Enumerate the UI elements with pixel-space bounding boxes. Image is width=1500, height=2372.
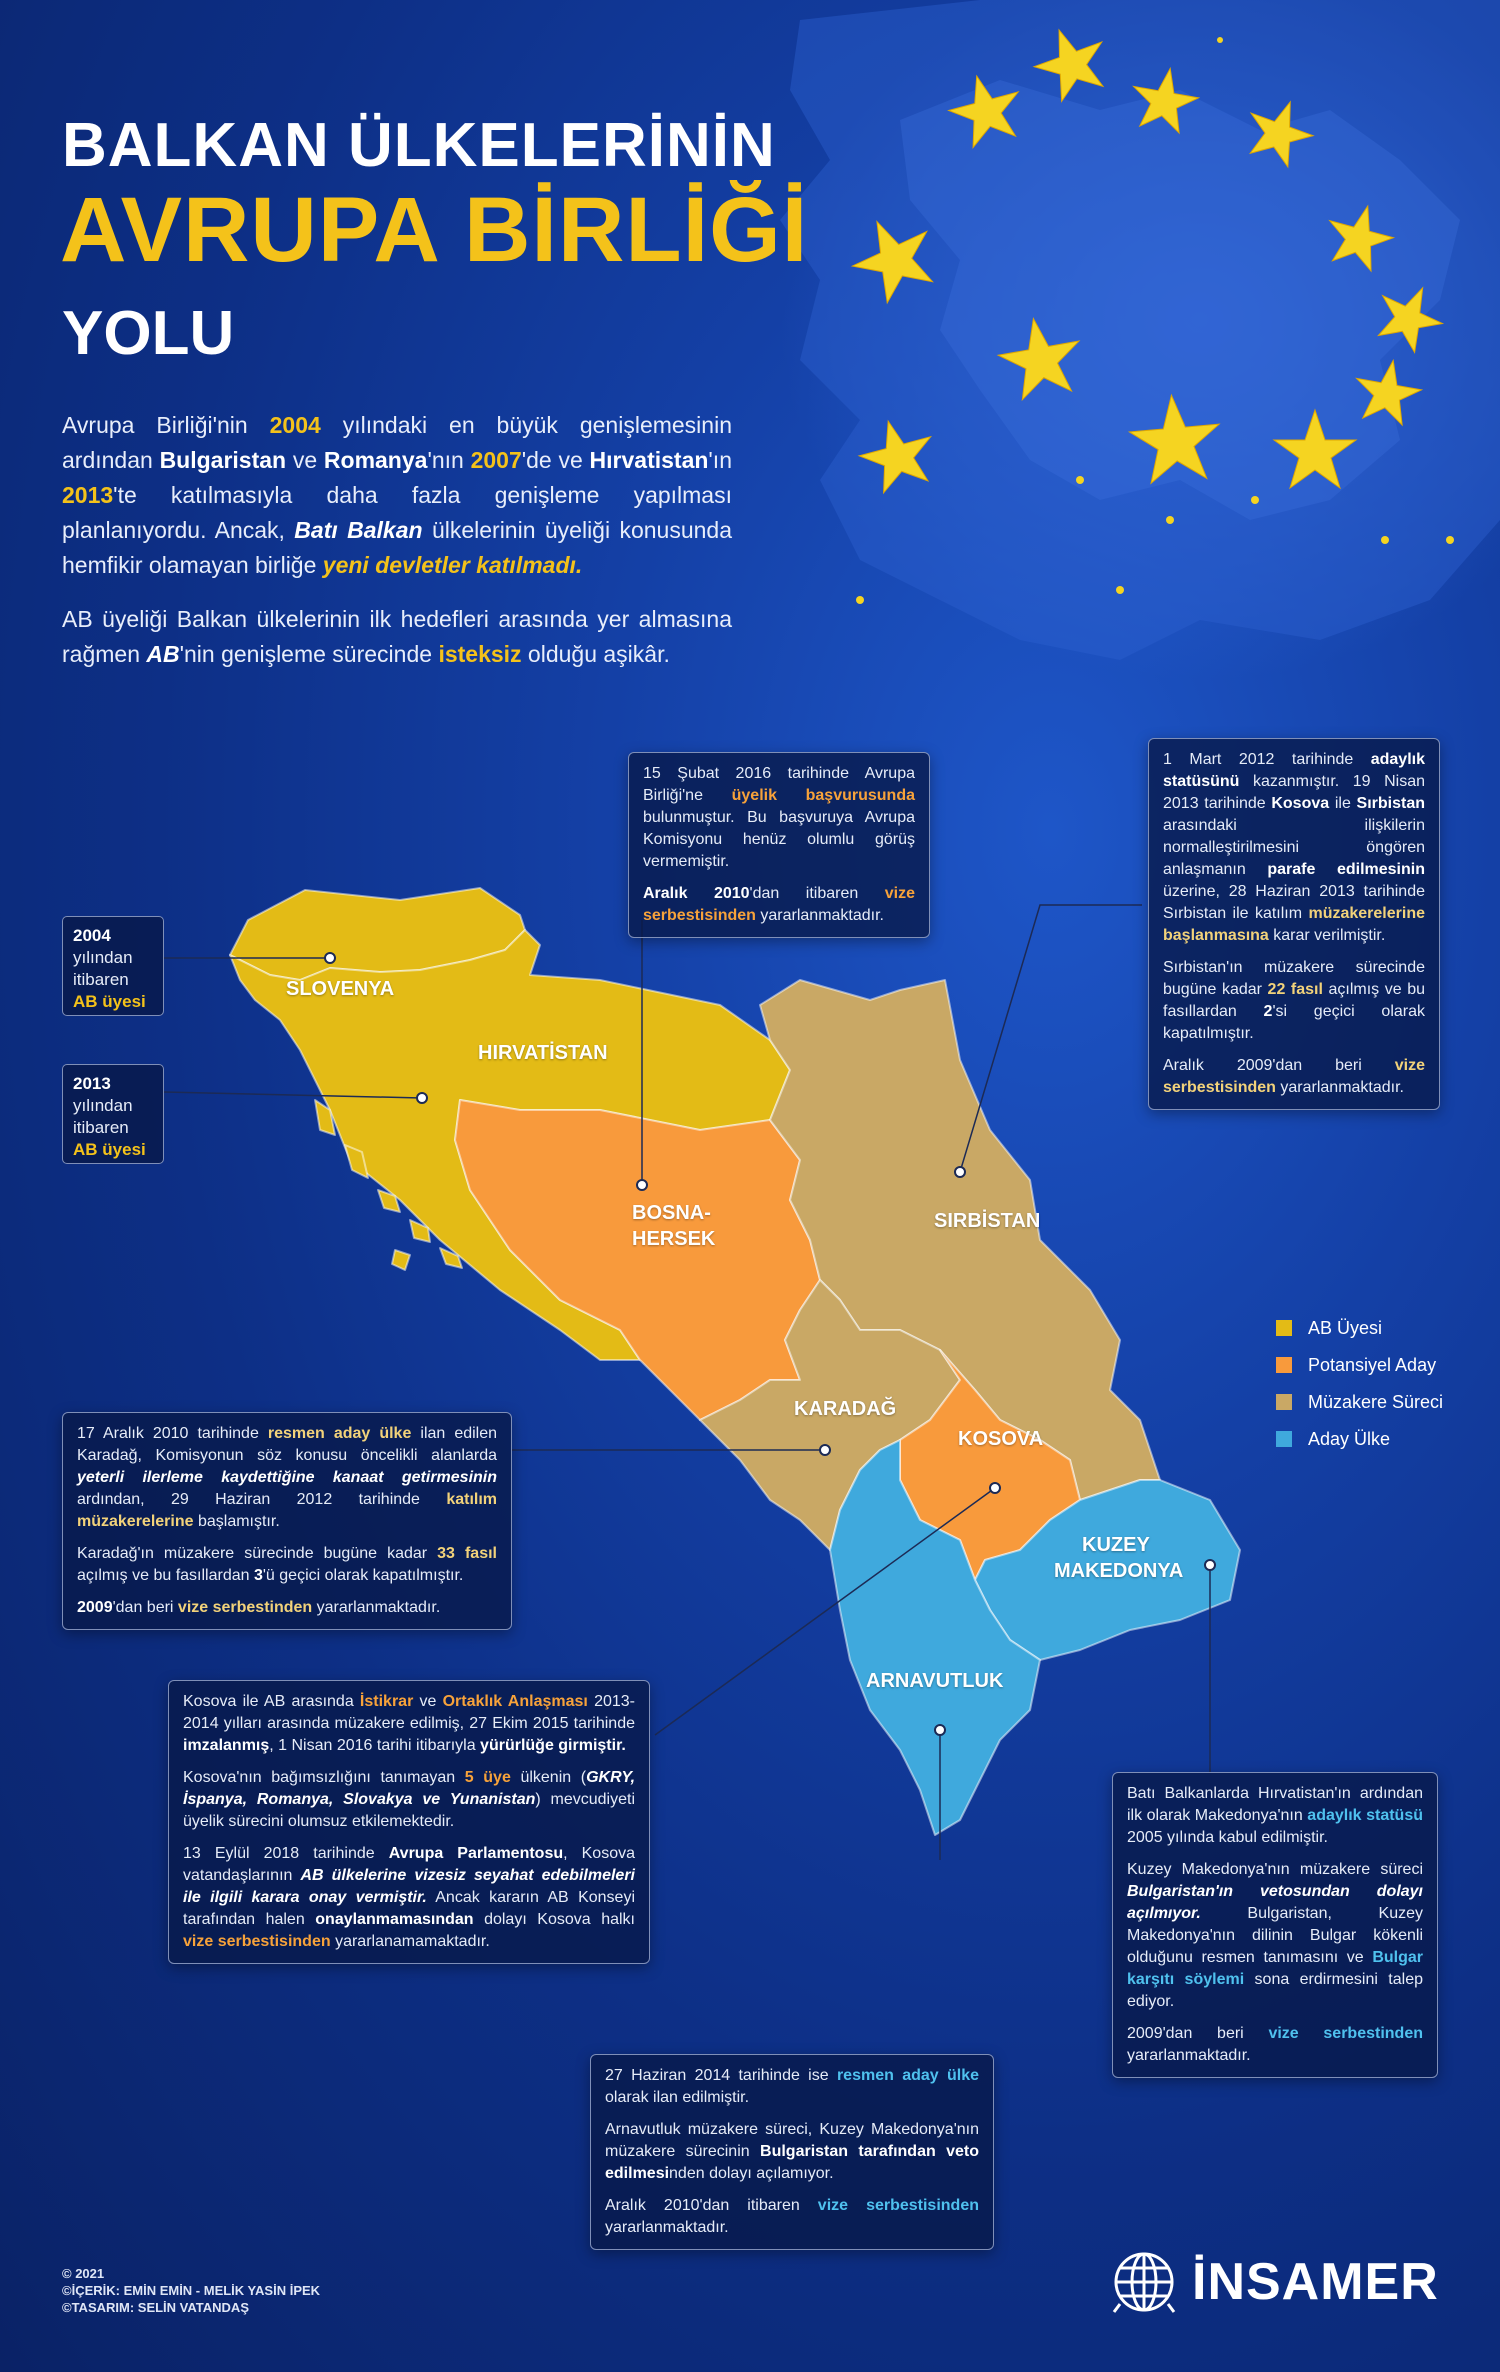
highlight-text: imzalanmış [183, 1737, 270, 1754]
legend-label: Potansiyel Aday [1308, 1355, 1437, 1375]
label-makedonya-1: KUZEY [1082, 1534, 1150, 1556]
legend-item-muzakere-sureci [1276, 1384, 1443, 1421]
legend-swatch [1276, 1357, 1292, 1373]
label-sirbistan: SIRBİSTAN [934, 1210, 1041, 1232]
croatia-membership-box [62, 1064, 164, 1164]
box-paragraph: 17 Aralık 2010 tarihinde resmen aday ülke ilan edilen Karadağ, Komisyonun söz konusu öncelikli alanlarda yeterli ilerleme kaydettiğine kanaat getirmesinin ardından, 29 Haziran 2012 tarihinde katılım müzakerelerine başlamıştır. [77, 1425, 498, 1530]
croatia-line-2: itibaren [73, 1118, 129, 1137]
highlight-text: yeterli ilerleme kaydettiğine kanaat getirmesinin [77, 1469, 497, 1486]
intro-paragraph-2: AB üyeliği Balkan ülkelerinin ilk hedefleri arasında yer almasına rağmen AB'nin genişleme sürecinde isteksiz olduğu aşikâr. [62, 606, 732, 667]
highlight-text: Bulgaristan [159, 447, 287, 473]
box-paragraph: 13 Eylül 2018 tarihinde Avrupa Parlamentosu, Kosova vatandaşlarının AB ülkelerine vizesiz seyahat edebilmeleri ile ilgili karara onay vermiştir. Ancak kararın AB Konseyi tarafından halen onaylanmamasından dolayı Kosova halkı vize serbestisinden yararlanamamaktadır. [183, 1845, 635, 1950]
highlight-text: 2009 [77, 1599, 113, 1616]
highlight-text: AB ülkelerine vizesiz seyahat edebilmeleri ile ilgili karara onay vermiştir. [183, 1867, 635, 1906]
box-paragraph: Aralık 2009'dan beri vize serbestisinden yararlanmaktadır. [1163, 1057, 1425, 1096]
highlight-text: Hırvatistan [589, 447, 709, 473]
title-line-2: AVRUPA BİRLİĞİ [60, 179, 809, 281]
credits-year: © 2021 [62, 2266, 105, 2281]
legend-item-ab-uyesi [1276, 1310, 1443, 1347]
box-paragraph: Kosova'nın bağımsızlığını tanımayan 5 üye ülkenin (GKRY, İspanya, Romanya, Slovakya ve Yunanistan) mevcudiyeti üyelik sürecini olumsuz etkilemektedir. [183, 1769, 636, 1830]
highlight-text: resmen aday ülke [836, 2067, 979, 2084]
montenegro-info-box [62, 1412, 512, 1630]
label-kosova: KOSOVA [958, 1428, 1044, 1450]
legend-label: AB Üyesi [1308, 1318, 1383, 1338]
highlight-text: vize serbestisinden [183, 1933, 331, 1950]
highlight-text: adaylık statüsünü [1163, 751, 1425, 790]
legend-label: Müzakere Süreci [1308, 1392, 1444, 1412]
highlight-text: yeni devletler katılmadı. [322, 552, 583, 578]
croatia-year: 2013 [73, 1074, 111, 1093]
highlight-text: İstikrar [359, 1693, 414, 1710]
highlight-text: vize serbestisinden [1163, 1057, 1425, 1096]
bosnia-info-box [628, 752, 930, 938]
box-paragraph: 27 Haziran 2014 tarihinde ise resmen aday ülke olarak ilan edilmiştir. [605, 2067, 979, 2106]
box-paragraph: 15 Şubat 2016 tarihinde Avrupa Birliği'ne üyelik başvurusunda bulunmuştur. Bu başvuruya Avrupa Komisyonu henüz olumlu görüş vermemiştir. [643, 765, 915, 870]
highlight-text: Ortaklık Anlaşması [442, 1693, 588, 1710]
highlight-text: isteksiz [438, 641, 522, 667]
box-paragraph: 1 Mart 2012 tarihinde adaylık statüsünü kazanmıştır. 19 Nisan 2013 tarihinde Kosova ile Sırbistan arasındaki ilişkilerin normalleştirilmesini öngören anlaşmanın parafe edilmesinin üzerine, 28 Haziran 2013 tarihinde Sırbistan ile katılım müzakerelerine başlanmasına karar verilmiştir. [1163, 751, 1425, 944]
highlight-text: Bulgaristan'ın vetosundan dolayı açılmıyor. [1127, 1883, 1423, 1922]
highlight-text: 2004 [269, 412, 321, 438]
box-paragraph: Sırbistan'ın müzakere sürecinde bugüne kadar 22 fasıl açılmış ve bu fasıllardan 2'si geçici olarak kapatılmıştır. [1163, 959, 1426, 1042]
box-paragraph: Batı Balkanlarda Hırvatistan'ın ardından ilk olarak Makedonya'nın adaylık statüsü 2005 yılında kabul edilmiştir. [1127, 1785, 1423, 1846]
albania-info-box [590, 2054, 994, 2250]
highlight-text: Batı Balkan [294, 517, 423, 543]
slovenia-line-3: AB üyesi [73, 992, 146, 1011]
legend-swatch [1276, 1431, 1292, 1447]
label-arnavutluk: ARNAVUTLUK [866, 1670, 1004, 1692]
label-bosna-2: HERSEK [632, 1228, 716, 1250]
highlight-text: AB [146, 641, 180, 667]
globe-icon [1110, 2248, 1180, 2318]
label-hirvatistan: HIRVATİSTAN [478, 1042, 608, 1064]
title-line-1: BALKAN ÜLKELERİNİN [62, 111, 776, 180]
label-slovenya: SLOVENYA [286, 978, 395, 1000]
highlight-text: GKRY, İspanya, Romanya, Slovakya ve Yunanistan [183, 1769, 636, 1808]
highlight-text: resmen aday ülke [267, 1425, 412, 1442]
box-paragraph: Aralık 2010'dan itibaren vize serbestisinden yararlanmaktadır. [643, 885, 915, 924]
highlight-text: Bulgaristan tarafından veto edilmesi [605, 2143, 979, 2182]
box-paragraph: Arnavutluk müzakere süreci, Kuzey Makedonya'nın müzakere sürecinin Bulgaristan tarafından veto edilmesinden dolayı açılamıyor. [605, 2121, 979, 2182]
highlight-text: vize serbestisinden [817, 2197, 979, 2214]
label-makedonya-2: MAKEDONYA [1054, 1560, 1184, 1582]
legend-swatch [1276, 1320, 1292, 1336]
highlight-text: onaylanmamasından [315, 1911, 474, 1928]
label-bosna-1: BOSNA- [632, 1202, 711, 1224]
legend-swatch [1276, 1394, 1292, 1410]
highlight-text: 22 fasıl [1267, 981, 1323, 998]
credits-design: ©TASARIM: SELİN VATANDAŞ [62, 2300, 249, 2315]
slovenia-line-2: itibaren [73, 970, 129, 989]
intro-paragraph-1: Avrupa Birliği'nin 2004 yılındaki en büyük genişlemesinin ardından Bulgaristan ve Romanya'nın 2007'de ve Hırvatistan'ın 2013'te katılmasıyla daha fazla genişleme yapılması planlanıyordu. Ancak, Batı Balkan ülkelerinin üyeliği konusunda hemfikir olamayan birliğe yeni devletler katılmadı. [62, 412, 732, 578]
highlight-text: vize serbestinden [1268, 2025, 1423, 2042]
highlight-text: vize serbestinden [177, 1599, 313, 1616]
title-line-3: YOLU [62, 299, 235, 368]
highlight-text: Sırbistan [1356, 795, 1425, 812]
highlight-text: Avrupa Parlamentosu [388, 1845, 564, 1862]
slovenia-year: 2004 [73, 926, 111, 945]
highlight-text: Aralık 2010 [643, 885, 750, 902]
croatia-line-3: AB üyesi [73, 1140, 146, 1159]
highlight-text: adaylık statüsü [1307, 1807, 1423, 1824]
serbia-info-box [1148, 738, 1440, 1110]
highlight-text: 2013 [62, 482, 114, 508]
map-legend [1276, 1310, 1443, 1458]
box-paragraph: Aralık 2010'dan itibaren vize serbestisinden yararlanmaktadır. [605, 2197, 979, 2236]
slovenia-membership-box [62, 916, 164, 1016]
legend-item-aday-ulke [1276, 1421, 1443, 1458]
highlight-text: 33 fasıl [437, 1545, 497, 1562]
legend-label: Aday Ülke [1308, 1429, 1391, 1449]
slovenia-line-1: yılından [73, 948, 133, 967]
box-paragraph: Kuzey Makedonya'nın müzakere süreci Bulgaristan'ın vetosundan dolayı açılmıyor. Bulgaristan, Kuzey Makedonya'nın dilinin Bulgar kökenli olduğunu resmen tanımasını ve Bulgar karşıtı söylemi sona erdirmesini talep ediyor. [1127, 1861, 1424, 2010]
credits [62, 2265, 320, 2316]
label-karadag: KARADAĞ [794, 1398, 897, 1420]
croatia-line-1: yılından [73, 1096, 133, 1115]
insamer-logo [1110, 2246, 1450, 2316]
highlight-text: katılım müzakerelerine [77, 1491, 497, 1530]
credits-content: ©İÇERİK: EMİN EMİN - MELİK YASİN İPEK [62, 2283, 321, 2298]
kosovo-info-box [168, 1680, 650, 1964]
box-paragraph: 2009'dan beri vize serbestinden yararlanmaktadır. [77, 1599, 441, 1616]
box-paragraph: Kosova ile AB arasında İstikrar ve Ortaklık Anlaşması 2013-2014 yılları arasında müzakere edilmiş, 27 Ekim 2015 tarihinde imzalanmış, 1 Nisan 2016 tarihi itibarıyla yürürlüğe girmiştir. [183, 1693, 635, 1754]
highlight-text: 2007 [470, 447, 522, 473]
box-paragraph: 2009'dan beri vize serbestinden yararlanmaktadır. [1127, 2025, 1423, 2064]
highlight-text: Romanya [323, 447, 428, 473]
box-paragraph: Karadağ'ın müzakere sürecinde bugüne kadar 33 fasıl açılmış ve bu fasıllardan 3'ü geçici olarak kapatılmıştır. [77, 1545, 497, 1584]
highlight-text: vize serbestisinden [643, 885, 915, 924]
highlight-text: 5 üye [464, 1769, 511, 1786]
highlight-text: müzakerelerine başlanmasına [1163, 905, 1425, 944]
highlight-text: yürürlüğe girmiştir. [480, 1737, 626, 1754]
highlight-text: Bulgar karşıtı söylemi [1127, 1949, 1423, 1988]
logo-text: İNSAMER [1192, 2253, 1439, 2311]
highlight-text: Kosova [1271, 795, 1330, 812]
highlight-text: 3 [253, 1567, 263, 1584]
legend-item-potansiyel-aday [1276, 1347, 1443, 1384]
highlight-text: 2 [1263, 1003, 1273, 1020]
highlight-text: üyelik başvurusunda [731, 787, 915, 804]
highlight-text: parafe edilmesinin [1267, 861, 1425, 878]
macedonia-info-box [1112, 1772, 1438, 2078]
